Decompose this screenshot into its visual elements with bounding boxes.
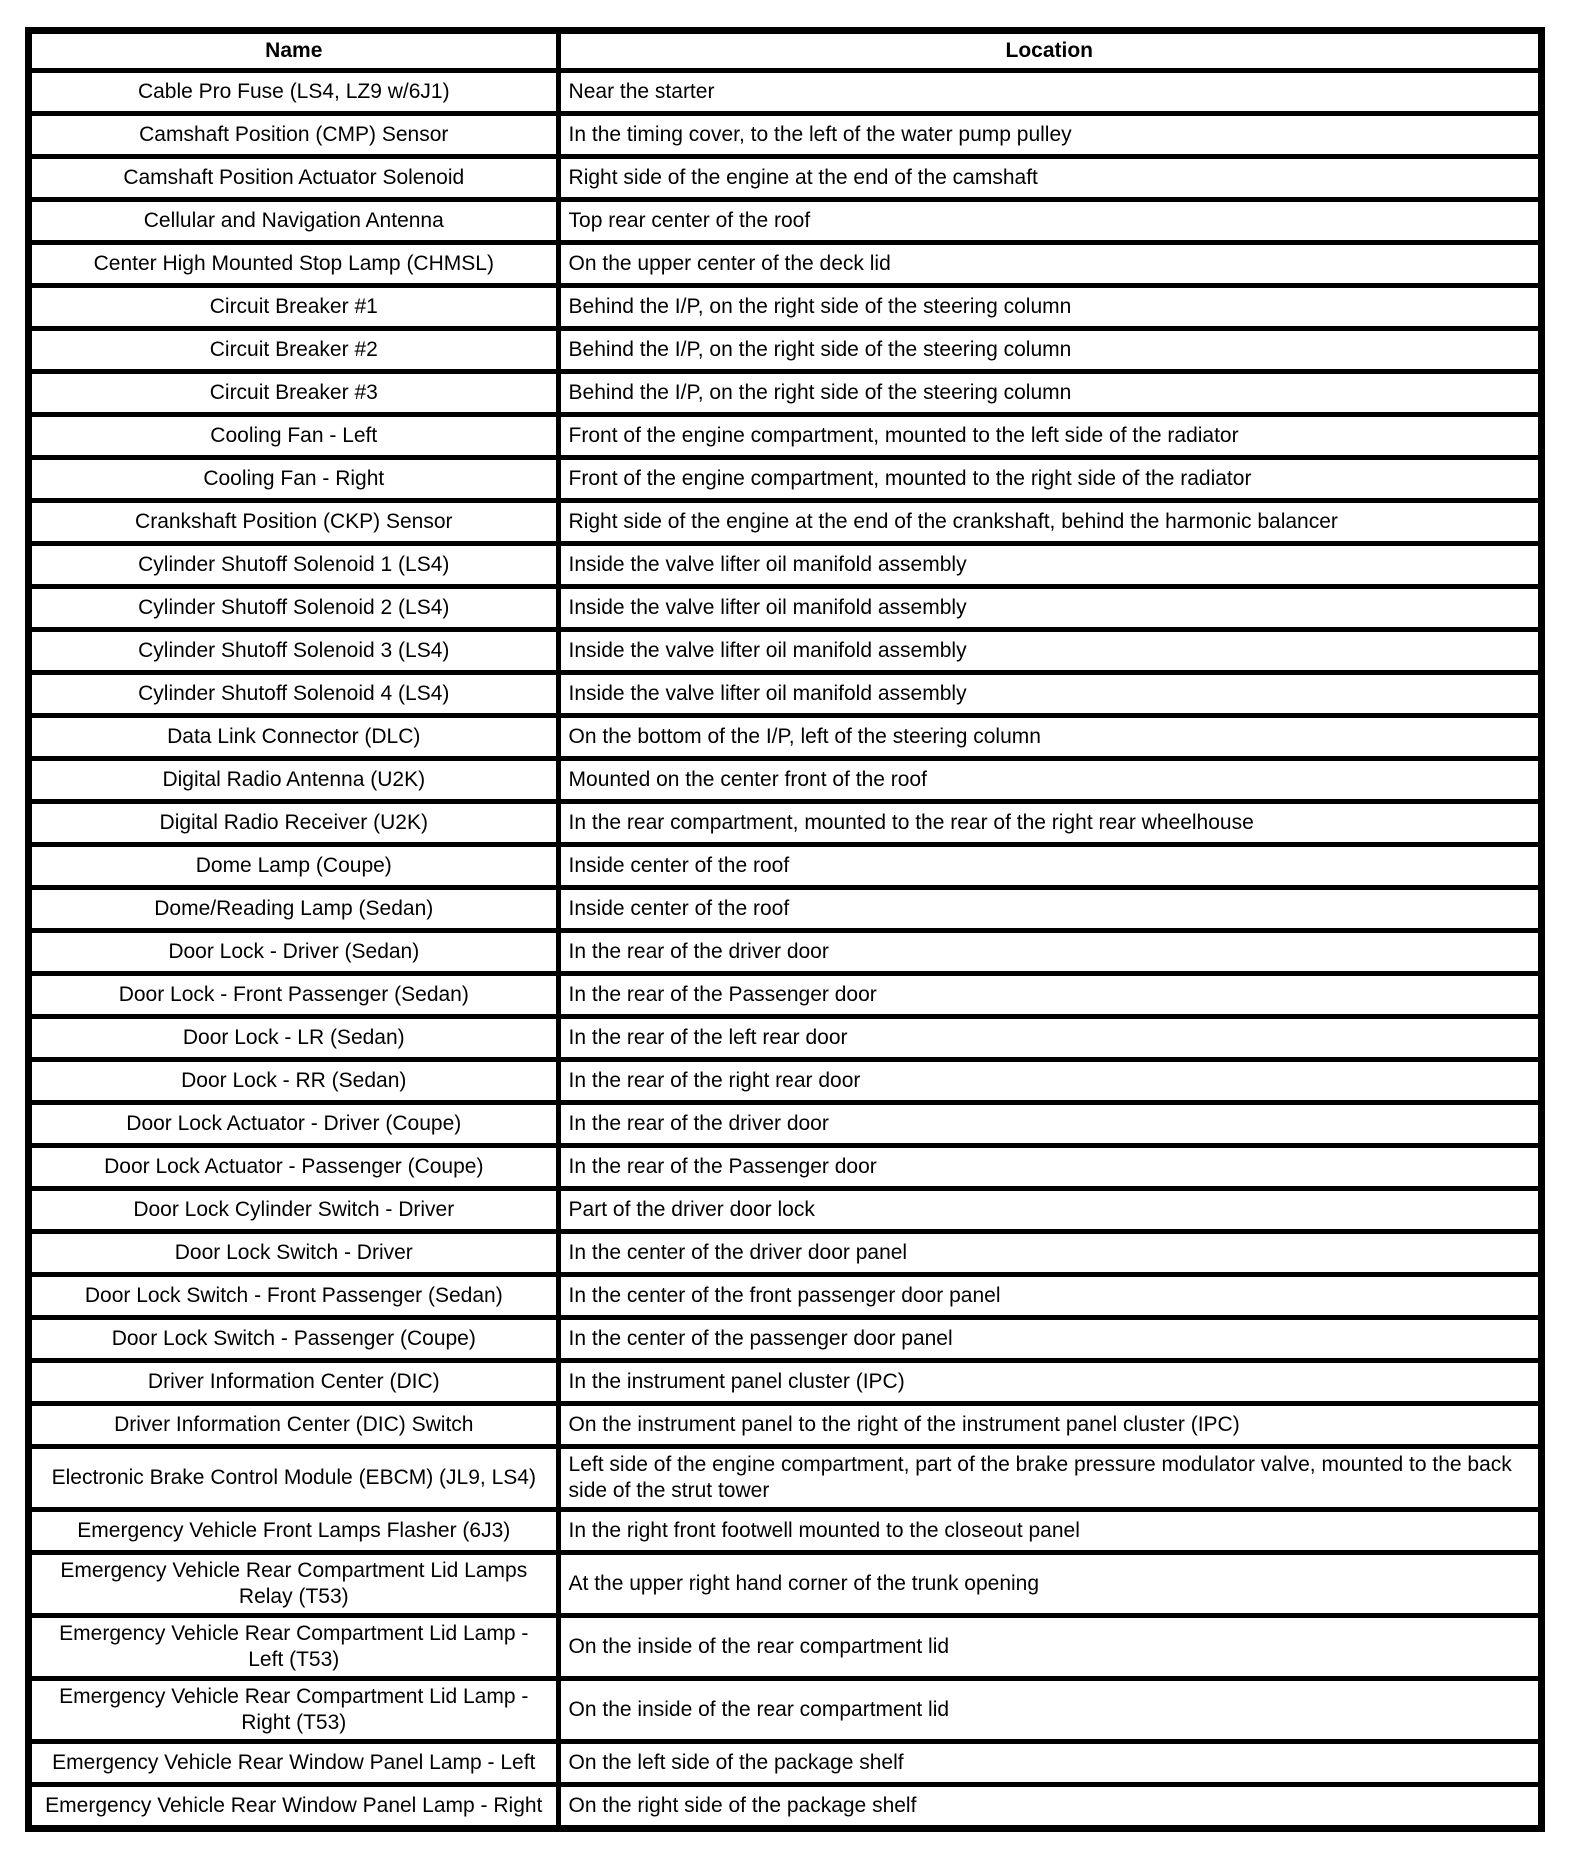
component-location: In the rear of the left rear door: [558, 1017, 1541, 1060]
component-name: Digital Radio Antenna (U2K): [29, 759, 559, 802]
header-row: [29, 31, 1542, 71]
component-name: Cooling Fan - Left: [29, 415, 559, 458]
component-name: Emergency Vehicle Rear Window Panel Lamp - Left: [29, 1742, 559, 1785]
component-name: Center High Mounted Stop Lamp (CHMSL): [29, 243, 559, 286]
component-name: Cable Pro Fuse (LS4, LZ9 w/6J1): [29, 71, 559, 114]
table-row: [29, 759, 1542, 802]
table-row: [29, 1361, 1542, 1404]
component-location: Inside the valve lifter oil manifold assembly: [558, 673, 1541, 716]
column-header-name: Name: [29, 31, 559, 71]
table-row: [29, 1616, 1542, 1679]
component-name: Emergency Vehicle Rear Compartment Lid Lamp - Left (T53): [29, 1616, 559, 1679]
component-location: In the center of the passenger door panel: [558, 1318, 1541, 1361]
table-row: [29, 157, 1542, 200]
table-row: [29, 329, 1542, 372]
component-location: On the instrument panel to the right of the instrument panel cluster (IPC): [558, 1404, 1541, 1447]
table-row: [29, 71, 1542, 114]
component-name: Door Lock Actuator - Passenger (Coupe): [29, 1146, 559, 1189]
component-location: Near the starter: [558, 71, 1541, 114]
component-name: Electronic Brake Control Module (EBCM) (JL9, LS4): [29, 1447, 559, 1510]
table-row: [29, 1060, 1542, 1103]
table-body: [29, 71, 1542, 1829]
component-name: Circuit Breaker #1: [29, 286, 559, 329]
table-row: [29, 630, 1542, 673]
component-location: Inside center of the roof: [558, 888, 1541, 931]
component-location: In the rear compartment, mounted to the rear of the right rear wheelhouse: [558, 802, 1541, 845]
component-location: On the inside of the rear compartment lid: [558, 1616, 1541, 1679]
table-row: [29, 1318, 1542, 1361]
table-row: [29, 888, 1542, 931]
component-name: Data Link Connector (DLC): [29, 716, 559, 759]
component-name: Camshaft Position Actuator Solenoid: [29, 157, 559, 200]
component-name: Cylinder Shutoff Solenoid 2 (LS4): [29, 587, 559, 630]
table-row: [29, 243, 1542, 286]
component-name: Circuit Breaker #2: [29, 329, 559, 372]
component-location: On the upper center of the deck lid: [558, 243, 1541, 286]
component-name: Cylinder Shutoff Solenoid 4 (LS4): [29, 673, 559, 716]
component-name: Door Lock Cylinder Switch - Driver: [29, 1189, 559, 1232]
component-name: Door Lock Switch - Driver: [29, 1232, 559, 1275]
table-row: [29, 1232, 1542, 1275]
component-location: Front of the engine compartment, mounted to the right side of the radiator: [558, 458, 1541, 501]
component-location: Front of the engine compartment, mounted to the left side of the radiator: [558, 415, 1541, 458]
component-location: Inside the valve lifter oil manifold assembly: [558, 630, 1541, 673]
component-name: Cellular and Navigation Antenna: [29, 200, 559, 243]
component-name: Dome/Reading Lamp (Sedan): [29, 888, 559, 931]
table-row: [29, 1189, 1542, 1232]
component-name: Door Lock - RR (Sedan): [29, 1060, 559, 1103]
table-row: [29, 501, 1542, 544]
component-location: In the timing cover, to the left of the water pump pulley: [558, 114, 1541, 157]
component-location: Right side of the engine at the end of the crankshaft, behind the harmonic balancer: [558, 501, 1541, 544]
component-name: Door Lock Switch - Passenger (Coupe): [29, 1318, 559, 1361]
component-location: In the right front footwell mounted to the closeout panel: [558, 1510, 1541, 1553]
table-row: [29, 114, 1542, 157]
component-location: Behind the I/P, on the right side of the steering column: [558, 372, 1541, 415]
component-name: Emergency Vehicle Rear Window Panel Lamp - Right: [29, 1785, 559, 1829]
component-location: In the center of the front passenger door panel: [558, 1275, 1541, 1318]
table-row: [29, 1103, 1542, 1146]
component-name: Cooling Fan - Right: [29, 458, 559, 501]
table-row: [29, 716, 1542, 759]
table-row: [29, 1447, 1542, 1510]
table-row: [29, 544, 1542, 587]
component-location: On the left side of the package shelf: [558, 1742, 1541, 1785]
table-row: [29, 1742, 1542, 1785]
table-row: [29, 587, 1542, 630]
table-row: [29, 458, 1542, 501]
table-row: [29, 1679, 1542, 1742]
component-name: Crankshaft Position (CKP) Sensor: [29, 501, 559, 544]
table-row: [29, 974, 1542, 1017]
table-row: [29, 1404, 1542, 1447]
component-location: Behind the I/P, on the right side of the steering column: [558, 286, 1541, 329]
component-location: On the bottom of the I/P, left of the steering column: [558, 716, 1541, 759]
component-location: Inside the valve lifter oil manifold assembly: [558, 544, 1541, 587]
table-row: [29, 802, 1542, 845]
component-name: Door Lock - Front Passenger (Sedan): [29, 974, 559, 1017]
component-location: On the right side of the package shelf: [558, 1785, 1541, 1829]
component-location: Inside the valve lifter oil manifold assembly: [558, 587, 1541, 630]
component-name: Circuit Breaker #3: [29, 372, 559, 415]
table-row: [29, 673, 1542, 716]
component-location: In the rear of the right rear door: [558, 1060, 1541, 1103]
table-row: [29, 845, 1542, 888]
component-name: Door Lock - Driver (Sedan): [29, 931, 559, 974]
component-name: Emergency Vehicle Rear Compartment Lid Lamps Relay (T53): [29, 1553, 559, 1616]
component-name: Cylinder Shutoff Solenoid 1 (LS4): [29, 544, 559, 587]
component-location: Behind the I/P, on the right side of the steering column: [558, 329, 1541, 372]
table-row: [29, 415, 1542, 458]
component-location: Right side of the engine at the end of the camshaft: [558, 157, 1541, 200]
table-row: [29, 1275, 1542, 1318]
component-name: Door Lock Actuator - Driver (Coupe): [29, 1103, 559, 1146]
table-row: [29, 1510, 1542, 1553]
table-row: [29, 1146, 1542, 1189]
component-name: Door Lock - LR (Sedan): [29, 1017, 559, 1060]
component-location-table: [25, 27, 1545, 1832]
component-location: Inside center of the roof: [558, 845, 1541, 888]
component-location: At the upper right hand corner of the trunk opening: [558, 1553, 1541, 1616]
component-location: On the inside of the rear compartment lid: [558, 1679, 1541, 1742]
table-row: [29, 1785, 1542, 1829]
component-name: Door Lock Switch - Front Passenger (Sedan): [29, 1275, 559, 1318]
component-location: In the rear of the driver door: [558, 1103, 1541, 1146]
component-location: In the center of the driver door panel: [558, 1232, 1541, 1275]
column-header-location: Location: [558, 31, 1541, 71]
table-row: [29, 372, 1542, 415]
component-location: In the rear of the Passenger door: [558, 1146, 1541, 1189]
component-name: Digital Radio Receiver (U2K): [29, 802, 559, 845]
component-name: Camshaft Position (CMP) Sensor: [29, 114, 559, 157]
component-location: In the instrument panel cluster (IPC): [558, 1361, 1541, 1404]
component-location: Left side of the engine compartment, part of the brake pressure modulator valve, mounted to the back side of the strut tower: [558, 1447, 1541, 1510]
table-row: [29, 286, 1542, 329]
component-name: Emergency Vehicle Front Lamps Flasher (6J3): [29, 1510, 559, 1553]
table-row: [29, 1017, 1542, 1060]
component-location: Mounted on the center front of the roof: [558, 759, 1541, 802]
component-name: Driver Information Center (DIC) Switch: [29, 1404, 559, 1447]
component-name: Driver Information Center (DIC): [29, 1361, 559, 1404]
component-location: Part of the driver door lock: [558, 1189, 1541, 1232]
table-row: [29, 931, 1542, 974]
component-location: Top rear center of the roof: [558, 200, 1541, 243]
component-name: Dome Lamp (Coupe): [29, 845, 559, 888]
table-row: [29, 1553, 1542, 1616]
table-row: [29, 200, 1542, 243]
component-name: Cylinder Shutoff Solenoid 3 (LS4): [29, 630, 559, 673]
component-location: In the rear of the driver door: [558, 931, 1541, 974]
component-location: In the rear of the Passenger door: [558, 974, 1541, 1017]
component-name: Emergency Vehicle Rear Compartment Lid Lamp - Right (T53): [29, 1679, 559, 1742]
